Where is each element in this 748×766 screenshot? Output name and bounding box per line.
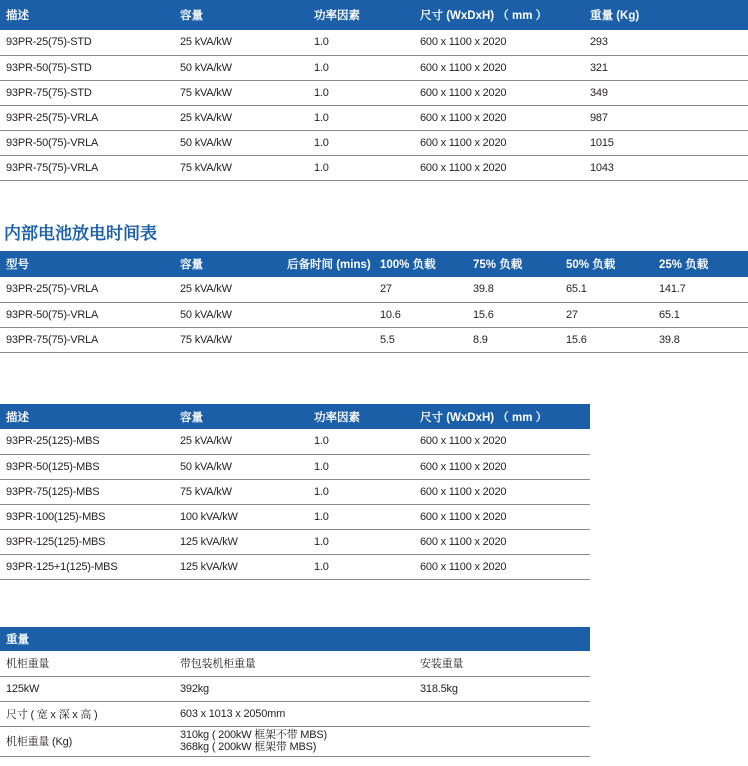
cell-model: 93PR-25(75)-STD <box>0 30 174 55</box>
weight-line-without-mbs: 310kg ( 200kW 框架不带 MBS) <box>180 729 327 741</box>
table-row <box>0 105 748 130</box>
cabinet-weight-table <box>0 627 590 757</box>
cell-model: 93PR-75(75)-STD <box>0 80 174 105</box>
cell-load-75: 15.6 <box>467 302 560 327</box>
cell-capacity: 75 kVA/kW <box>174 80 308 105</box>
cell-model: 93PR-50(75)-VRLA <box>0 130 174 155</box>
cell-power-factor: 1.0 <box>308 155 414 180</box>
cell-model: 93PR-125(125)-MBS <box>0 529 174 554</box>
cell-dimensions: 600 x 1100 x 2020 <box>414 479 590 504</box>
table-row <box>0 454 590 479</box>
table-header-row <box>0 627 590 651</box>
table-row <box>0 30 748 55</box>
table-row <box>0 302 748 327</box>
table-header-row <box>0 251 748 277</box>
cell-dimensions: 600 x 1100 x 2020 <box>414 504 590 529</box>
table-row <box>0 529 590 554</box>
cell-empty <box>414 726 590 756</box>
cell-weight: 349 <box>584 80 748 105</box>
header-load-50: 50% 负载 <box>560 251 653 277</box>
table-row <box>0 155 748 180</box>
cell-capacity: 75 kVA/kW <box>174 327 281 352</box>
cell-weight-kg-label: 机柜重量 (Kg) <box>0 726 174 756</box>
table-row <box>0 130 748 155</box>
cell-load-100: 27 <box>374 277 467 302</box>
cell-packaged-weight: 392kg <box>174 676 414 701</box>
cell-cabinet-weight-label: 机柜重量 <box>0 651 174 676</box>
header-dimensions: 尺寸 (WxDxH) （ mm ） <box>414 0 584 30</box>
cell-load-25: 141.7 <box>653 277 748 302</box>
table-header-row <box>0 0 748 30</box>
cell-backup-time <box>281 327 374 352</box>
cell-power-factor: 1.0 <box>308 30 414 55</box>
cell-packaged-weight-label: 带包装机柜重量 <box>174 651 414 676</box>
product-spec-table-mbs <box>0 404 590 580</box>
table-row <box>0 479 590 504</box>
table-header-row <box>0 404 590 429</box>
cell-dimensions: 600 x 1100 x 2020 <box>414 529 590 554</box>
cell-model: 93PR-75(75)-VRLA <box>0 155 174 180</box>
product-spec-table-std-vrla <box>0 0 748 181</box>
table-row <box>0 429 590 454</box>
cell-capacity: 25 kVA/kW <box>174 277 281 302</box>
cell-power-factor: 1.0 <box>308 529 414 554</box>
cell-dimensions: 600 x 1100 x 2020 <box>414 30 584 55</box>
header-weight: 重量 <box>0 627 590 651</box>
cell-power-factor: 1.0 <box>308 105 414 130</box>
header-backup-time: 后备时间 (mins) <box>281 251 374 277</box>
cell-dimensions: 600 x 1100 x 2020 <box>414 130 584 155</box>
cell-model: 93PR-75(125)-MBS <box>0 479 174 504</box>
cell-weight: 321 <box>584 55 748 80</box>
header-power-factor: 功率因素 <box>308 404 414 429</box>
cell-capacity: 50 kVA/kW <box>174 55 308 80</box>
table-row <box>0 554 590 579</box>
cell-load-100: 5.5 <box>374 327 467 352</box>
cell-weight: 293 <box>584 30 748 55</box>
cell-capacity: 25 kVA/kW <box>174 429 308 454</box>
cell-model: 93PR-50(75)-STD <box>0 55 174 80</box>
header-capacity: 容量 <box>174 0 308 30</box>
battery-runtime-table <box>0 251 748 353</box>
cell-load-75: 39.8 <box>467 277 560 302</box>
cell-power-factor: 1.0 <box>308 130 414 155</box>
cell-model: 93PR-25(75)-VRLA <box>0 105 174 130</box>
cell-weight: 987 <box>584 105 748 130</box>
cell-dimensions: 600 x 1100 x 2020 <box>414 105 584 130</box>
table-row <box>0 676 590 701</box>
table-row <box>0 504 590 529</box>
cell-capacity: 50 kVA/kW <box>174 302 281 327</box>
cell-power-factor: 1.0 <box>308 429 414 454</box>
header-capacity: 容量 <box>174 404 308 429</box>
table-row <box>0 726 590 756</box>
cell-model: 93PR-25(125)-MBS <box>0 429 174 454</box>
header-description: 描述 <box>0 0 174 30</box>
table-row <box>0 277 748 302</box>
cell-installed-weight-label: 安装重量 <box>414 651 590 676</box>
header-model: 型号 <box>0 251 174 277</box>
cell-capacity: 125 kVA/kW <box>174 529 308 554</box>
cell-rating: 125kW <box>0 676 174 701</box>
table-row <box>0 80 748 105</box>
table-row <box>0 55 748 80</box>
header-capacity: 容量 <box>174 251 281 277</box>
cell-model: 93PR-50(125)-MBS <box>0 454 174 479</box>
cell-weight: 1015 <box>584 130 748 155</box>
cell-load-75: 8.9 <box>467 327 560 352</box>
cell-model: 93PR-25(75)-VRLA <box>0 277 174 302</box>
cell-power-factor: 1.0 <box>308 554 414 579</box>
cell-weight-kg-values <box>174 726 414 756</box>
cell-backup-time <box>281 277 374 302</box>
cell-power-factor: 1.0 <box>308 479 414 504</box>
cell-dimensions: 600 x 1100 x 2020 <box>414 429 590 454</box>
cell-power-factor: 1.0 <box>308 454 414 479</box>
cell-dimensions: 600 x 1100 x 2020 <box>414 55 584 80</box>
header-load-25: 25% 负载 <box>653 251 748 277</box>
cell-capacity: 125 kVA/kW <box>174 554 308 579</box>
cell-backup-time <box>281 302 374 327</box>
cell-capacity: 50 kVA/kW <box>174 454 308 479</box>
cell-model: 93PR-100(125)-MBS <box>0 504 174 529</box>
header-load-100: 100% 负载 <box>374 251 467 277</box>
cell-load-25: 39.8 <box>653 327 748 352</box>
cell-capacity: 100 kVA/kW <box>174 504 308 529</box>
cell-weight: 1043 <box>584 155 748 180</box>
cell-dimensions: 600 x 1100 x 2020 <box>414 454 590 479</box>
cell-dimensions-value: 603 x 1013 x 2050mm <box>174 701 414 726</box>
header-load-75: 75% 负载 <box>467 251 560 277</box>
cell-model: 93PR-50(75)-VRLA <box>0 302 174 327</box>
cell-dimensions: 600 x 1100 x 2020 <box>414 80 584 105</box>
cell-dimensions: 600 x 1100 x 2020 <box>414 554 590 579</box>
cell-model: 93PR-75(75)-VRLA <box>0 327 174 352</box>
cell-load-100: 10.6 <box>374 302 467 327</box>
cell-capacity: 50 kVA/kW <box>174 130 308 155</box>
header-power-factor: 功率因素 <box>308 0 414 30</box>
cell-dimensions-label: 尺寸 ( 宽 x 深 x 高 ) <box>0 701 174 726</box>
header-dimensions: 尺寸 (WxDxH) （ mm ） <box>414 404 590 429</box>
cell-dimensions: 600 x 1100 x 2020 <box>414 155 584 180</box>
cell-power-factor: 1.0 <box>308 55 414 80</box>
header-description: 描述 <box>0 404 174 429</box>
cell-empty <box>414 701 590 726</box>
table-row <box>0 651 590 676</box>
cell-load-50: 65.1 <box>560 277 653 302</box>
table-row <box>0 701 590 726</box>
cell-load-50: 15.6 <box>560 327 653 352</box>
weight-line-with-mbs: 368kg ( 200kW 框架带 MBS) <box>180 741 317 753</box>
cell-capacity: 75 kVA/kW <box>174 155 308 180</box>
cell-capacity: 25 kVA/kW <box>174 105 308 130</box>
cell-power-factor: 1.0 <box>308 504 414 529</box>
section-title-battery-runtime: 内部电池放电时间表 <box>4 224 157 244</box>
header-weight: 重量 (Kg) <box>584 0 748 30</box>
cell-model: 93PR-125+1(125)-MBS <box>0 554 174 579</box>
cell-capacity: 25 kVA/kW <box>174 30 308 55</box>
cell-load-25: 65.1 <box>653 302 748 327</box>
table-row <box>0 327 748 352</box>
cell-load-50: 27 <box>560 302 653 327</box>
cell-capacity: 75 kVA/kW <box>174 479 308 504</box>
cell-installed-weight: 318.5kg <box>414 676 590 701</box>
cell-power-factor: 1.0 <box>308 80 414 105</box>
